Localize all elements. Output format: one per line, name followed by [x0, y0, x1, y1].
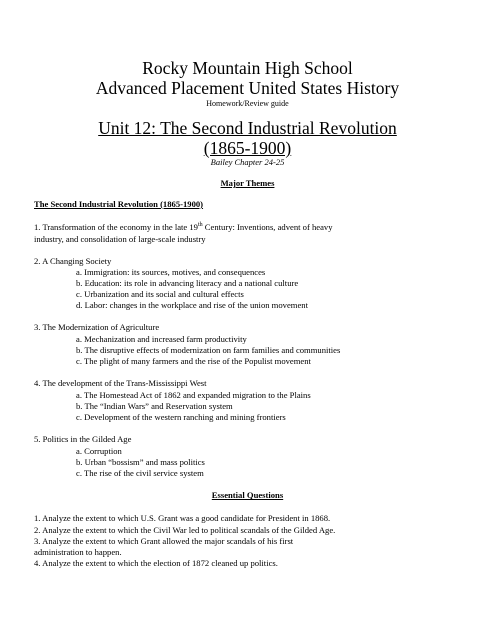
theme-2-sub-c: c. Urbanization and its social and cultural effects — [76, 289, 244, 299]
theme-1-line-2: industry, and consolidation of large-scale industry — [34, 234, 206, 244]
theme-5-sub-a: a. Corruption — [76, 446, 122, 456]
essential-questions-heading: Essential Questions — [211, 490, 284, 500]
question-line: administration to happen. — [34, 547, 122, 557]
school-name: Rocky Mountain High School — [142, 58, 353, 78]
theme-3-sub-b: b. The disruptive effects of modernization on farm families and communities — [76, 345, 341, 355]
theme-2-sub-a: a. Immigration: its sources, motives, and consequences — [76, 267, 266, 277]
theme-2-sub-b: b. Education: its role in advancing literacy and a national culture — [76, 278, 299, 288]
theme-3-title: 3. The Modernization of Agriculture — [34, 322, 160, 332]
theme-5-sub-c: c. The rise of the civil service system — [76, 468, 204, 478]
question-line: 1. Analyze the extent to which U.S. Grant was a good candidate for President in 1868. — [34, 513, 331, 523]
chapter-label: Bailey Chapter 24-25 — [210, 157, 285, 167]
unit-dates: (1865-1900) — [203, 138, 292, 158]
theme-3-sub-c: c. The plight of many farmers and the rise of the Populist movement — [76, 356, 311, 366]
guide-label: Homework/Review guide — [206, 99, 289, 108]
major-themes-subheading: The Second Industrial Revolution (1865-1900) — [34, 199, 204, 209]
theme-4-sub-b: b. The “Indian Wars” and Reservation system — [76, 401, 233, 411]
theme-2-sub-d: d. Labor: changes in the workplace and rise of the union movement — [76, 300, 308, 310]
question-line: 4. Analyze the extent to which the election of 1872 cleaned up politics. — [34, 558, 278, 568]
theme-4-sub-a: a. The Homestead Act of 1862 and expanded migration to the Plains — [76, 390, 311, 400]
theme-4-title: 4. The development of the Trans-Mississippi West — [34, 378, 207, 388]
question-line: 2. Analyze the extent to which the Civil War led to political scandals of the Gilded Age. — [34, 525, 336, 535]
theme-1-line-1: 1. Transformation of the economy in the late 19th Century: Inventions, advent of heavy — [34, 222, 333, 232]
theme-2-title: 2. A Changing Society — [34, 256, 112, 266]
course-title: Advanced Placement United States History — [95, 78, 400, 98]
question-line: 3. Analyze the extent to which Grant allowed the major scandals of his first — [34, 536, 294, 546]
theme-5-sub-b: b. Urban “bossism” and mass politics — [76, 457, 205, 467]
theme-3-sub-a: a. Mechanization and increased farm productivity — [76, 334, 247, 344]
theme-5-title: 5. Politics in the Gilded Age — [34, 434, 132, 444]
theme-4-sub-c: c. Development of the western ranching and mining frontiers — [76, 412, 286, 422]
major-themes-heading: Major Themes — [220, 178, 275, 188]
unit-title: Unit 12: The Second Industrial Revolution — [98, 118, 397, 138]
